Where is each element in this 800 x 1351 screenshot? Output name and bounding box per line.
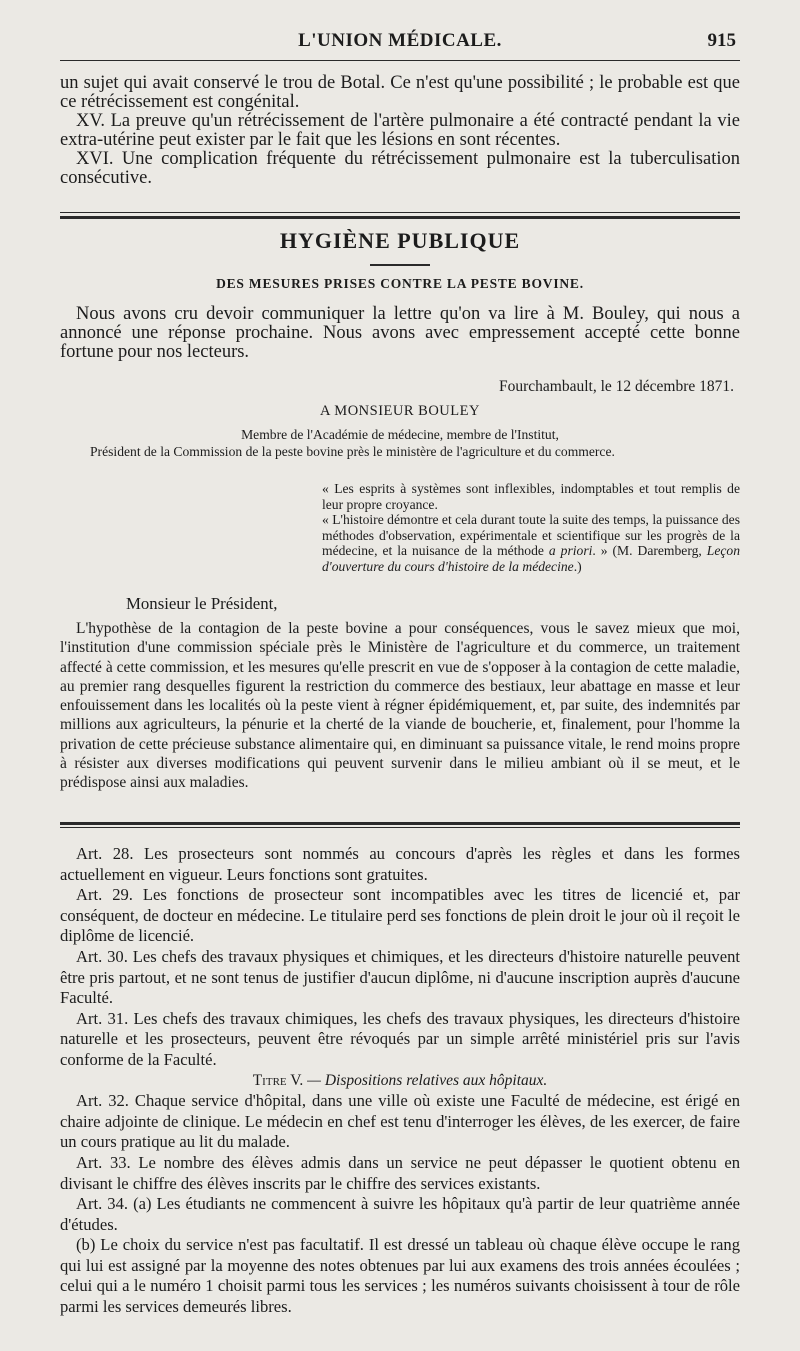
epigraph-source: Leçon d'ouverture du cours d'histoire de la médecine bbox=[322, 543, 740, 574]
title-underline bbox=[370, 264, 430, 266]
section-rule-top-2 bbox=[60, 216, 740, 219]
letter-body: L'hypothèse de la contagion de la peste bovine a pour conséquences, vous le savez mieux que moi, l'institution d'une commission spéciale près le Ministère de l'agriculture et du commerce, un traitement affecté à cette commission, et les mesures qu'elle prescrit en vue de s'opposer à la contagion de cette maladie, au premier rang desquelles figurent la restriction du commerce des bestiaux, leur abattage en masse et leur enfouissement dans les localités où la peste vient à régner épidémiquement, et, par suite, des indemnités par millions aux agriculteurs, la pénurie et la cherté de la viande de boucherie, et, finalement, pour l'homme la privation de cette précieuse substance alimentaire qui, en diminuant sa puissance vitale, le rend moins propre à résister aux diverses modifications qui peuvent survenir dans le milieu ambiant où il se meut, et le prédispose ainsi aux maladies. bbox=[60, 620, 740, 792]
page-header bbox=[60, 30, 740, 58]
addressee-title-2: Président de la Commission de la peste bovine près le ministère de l'agriculture et du commerce. bbox=[90, 444, 615, 459]
header-rule bbox=[60, 60, 740, 61]
epigraph-text: . » (M. Daremberg, bbox=[592, 543, 707, 559]
section-rule-bottom-2 bbox=[60, 827, 740, 828]
article-32: Art. 32. Chaque service d'hôpital, dans une ville où existe une Faculté de médecine, est érigé en chaire adjointe de clinique. Le médecin en chef est tenu d'interroger les élèves, de les exercer, de faire un cours pratique au lit du malade. bbox=[60, 1091, 740, 1152]
article-34a: Art. 34. (a) Les étudiants ne commencent à suivre les hôpitaux qu'à partir de leur quatrième année d'études. bbox=[60, 1194, 740, 1234]
dateline: Fourchambault, le 12 décembre 1871. bbox=[498, 378, 734, 395]
section-intro: Nous avons cru devoir communiquer la lettre qu'on va lire à M. Bouley, qui nous a annoncé une réponse prochaine. Nous avons avec empressement accepté cette bonne fortune pour nos lecteurs. bbox=[60, 304, 740, 362]
titre-label: Titre V. bbox=[252, 1071, 304, 1089]
article-30: Art. 30. Les chefs des travaux physiques et chimiques, et les directeurs d'histoire naturelle peuvent être pris partout, et ne sont tenus de justifier d'aucun diplôme, ni d'aucune inscription auprès d'aucune Faculté. bbox=[60, 946, 740, 1008]
section-rule-top-1 bbox=[60, 212, 740, 213]
intro-block bbox=[60, 74, 740, 188]
section-title: HYGIÈNE PUBLIQUE bbox=[279, 228, 521, 253]
epigraph bbox=[322, 481, 740, 575]
section-rule-bottom-1 bbox=[60, 822, 740, 825]
article-34b: (b) Le choix du service n'est pas facultatif. Il est dressé un tableau où chaque élève occupe le rang qui lui est assigné par la moyenne des notes obtenues par lui aux examens des trois années écoulées ; celui qui a le numéro 1 choisit parmi tous les services ; les numéros suivants choisissent à tour de rôle parmi les services demeurés libres. bbox=[60, 1235, 740, 1317]
journal-title: L'UNION MÉDICALE. bbox=[298, 30, 502, 51]
article-29: Art. 29. Les fonctions de prosecteur sont incompatibles avec les titres de licencié et, par conséquent, de docteur en médecine. Le titulaire perd ses fonctions de plein droit le jour où il reçoit le diplôme de licencié. bbox=[60, 885, 740, 946]
article-31: Art. 31. Les chefs des travaux chimiques, les chefs des travaux physiques, les directeurs d'histoire naturelle et les prosecteurs, peuvent être révoqués par un simple arrêté ministériel pris sur l'avis conforme de la Faculté. bbox=[60, 1008, 740, 1069]
intro-line: un sujet qui avait conservé le trou de Botal. Ce n'est qu'une possibilité ; le probable est que ce rétrécissement est congénital. bbox=[60, 73, 740, 112]
articles bbox=[60, 844, 740, 1318]
epigraph-text: .) bbox=[573, 558, 582, 574]
article-33: Art. 33. Le nombre des élèves admis dans un service ne peut dépasser le quotient obtenu en divisant le chiffre des élèves inscrits par le chiffre des services existants. bbox=[60, 1152, 740, 1193]
titre-text: — Dispositions relatives aux hôpitaux. bbox=[303, 1071, 548, 1089]
epigraph-quote-2 bbox=[322, 512, 740, 574]
epigraph-quote-1: « Les esprits à systèmes sont inflexibles, indomptables et tout remplis de leur propre croyance. bbox=[322, 481, 740, 512]
epigraph-italic: a priori bbox=[548, 543, 593, 559]
addressee-title-1: Membre de l'Académie de médecine, membre de l'Institut, bbox=[241, 427, 559, 442]
article-28: Art. 28. Les prosecteurs sont nommés au concours d'après les règles et dans les formes actuellement en vigueur. Leurs fonctions sont gratuites. bbox=[60, 844, 740, 884]
epigraph-text: « L'histoire démontre et cela durant toute la suite des temps, la puissance des méthodes d'observation, expérimentale et scientifique sur les progrès de la médecine, et la nuisance de la méthode bbox=[322, 512, 740, 559]
section-subtitle: DES MESURES PRISES CONTRE LA PESTE BOVINE. bbox=[216, 276, 584, 291]
item-15: XV. La preuve qu'un rétrécissement de l'artère pulmonaire a été contracté pendant la vie extra-utérine peut exister par le fait que les lésions en sont récentes. bbox=[60, 111, 740, 150]
salutation: Monsieur le Président, bbox=[126, 594, 278, 613]
page-number: 915 bbox=[707, 30, 736, 51]
addressee: A MONSIEUR BOULEY bbox=[320, 403, 480, 419]
item-16: XVI. Une complication fréquente du rétrécissement pulmonaire est la tuberculisation consécutive. bbox=[60, 149, 740, 188]
titre-heading bbox=[60, 1071, 740, 1092]
